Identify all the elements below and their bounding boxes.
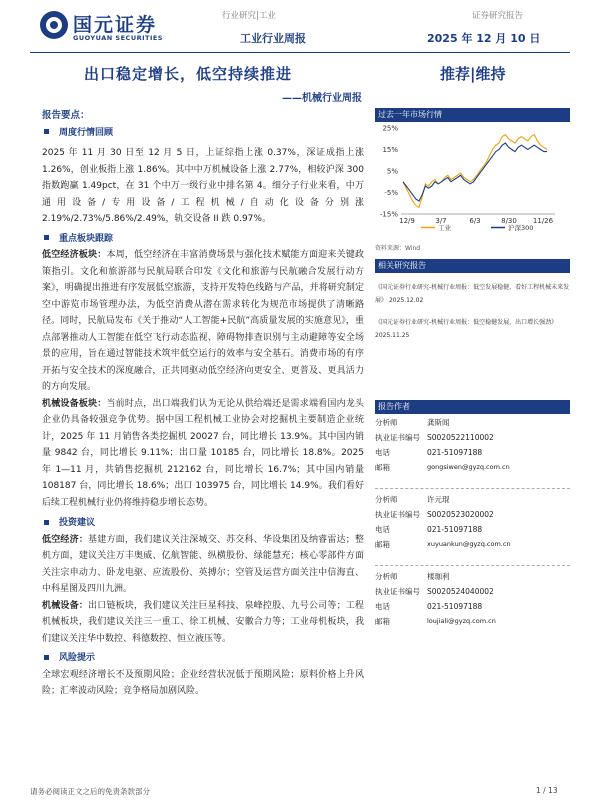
phone-row: 电话 021-51097188 xyxy=(375,448,483,457)
author-separator xyxy=(375,488,570,489)
sidebar xyxy=(375,108,570,629)
email-row[interactable]: 邮箱 xuyuankun@gyzq.com.cn xyxy=(375,540,511,549)
legend-label: 工业 xyxy=(438,224,451,232)
logo-text-en: GUOYUAN SECURITIES xyxy=(73,34,163,42)
report-type: 证券研究报告 xyxy=(472,11,524,21)
cert-row: 执业证书编号 S0020523020002 xyxy=(375,510,494,519)
series-line-2 xyxy=(403,143,547,201)
y-tick-label: -5% xyxy=(384,189,398,197)
email-row[interactable]: 邮箱 gongsiwen@gyzq.com.cn xyxy=(375,463,510,472)
summary-label: 报告要点： xyxy=(42,110,90,121)
cert-row: 执业证书编号 S0020524040002 xyxy=(375,587,494,596)
email-row[interactable]: 邮箱 loujiali@gyzq.com.cn xyxy=(375,617,496,626)
logo-text-cn: 国元证券 xyxy=(73,14,158,36)
cert-row: 执业证书编号 S0020522110002 xyxy=(375,433,494,442)
header-divider xyxy=(30,52,570,53)
investment-low-altitude-paragraph: 低空经济：基建方面，我们建议关注深城交、苏交科、华设集团及纳睿雷达；整机方面，建议关注万丰奥威、亿航智能、纵横股份、绿能慧充；核心零部件方面关注宗申动力、卧龙电驱、应流股份、英搏尔；空管及运营方面关注中信海直、中科星图及四川九洲。 xyxy=(42,534,364,594)
section-heading-weekly-review: 周度行情回顾 xyxy=(42,125,364,142)
y-tick-label: -15% xyxy=(379,210,398,219)
analyst-name-row: 分析师 龚斯闻 xyxy=(375,418,450,427)
report-date: 2025 年 12 月 10 日 xyxy=(427,32,541,45)
y-tick-label: 15% xyxy=(382,146,398,154)
authors-heading: 报告作者 xyxy=(375,400,570,414)
related-heading: 相关研究报告 xyxy=(375,259,570,273)
footer-disclaimer: 请务必阅读正文之后的免责条款部分 xyxy=(30,787,150,796)
bullet-icon xyxy=(44,129,49,134)
x-tick-label: 8/30 xyxy=(501,217,517,225)
bullet-icon xyxy=(44,520,49,525)
section-heading-risks: 风险提示 xyxy=(42,650,364,667)
page-number: 1 / 13 xyxy=(536,786,558,795)
phone-row: 电话 021-51097188 xyxy=(375,525,483,534)
bullet-icon xyxy=(44,655,49,660)
x-tick-label: 11/26 xyxy=(532,217,554,225)
author-block-1 xyxy=(375,415,570,475)
series-line-1 xyxy=(403,135,547,208)
machinery-paragraph: 机械设备板块：当前时点，出口端我们认为无论从供给端还是需求端看国内龙头企业仍具备较强竞争优势。据中国工程机械工业协会对挖掘机主要制造企业统计，2025 年 11 月销售各类挖掘机 20027 台，同比增长 13.9%。其中国内销量 9842 台，同比增长 9.11%；出口量 10185 台，同比增长 18.8%。2025 年 1—11 月，共销售挖掘机 212162 台，同比增长 16.7%；其中国内销量 108187 台，同比增长 18.6%；出口 103975 台，同比增长 14.9%。我们看好后续工程机械行业仍将维持稳步增长态势。 xyxy=(42,398,364,508)
section-heading-investment: 投资建议 xyxy=(42,515,364,532)
chart-source: 资料来源：Wind xyxy=(375,245,421,252)
risks-text: 全球宏观经济增长不及预期风险；企业经营状况低于预期风险；原料价格上升风险；汇率波动风险；竞争格局加剧风险。 xyxy=(42,669,364,696)
author-separator xyxy=(375,565,570,566)
bullet-icon xyxy=(44,235,49,240)
low-altitude-paragraph: 低空经济板块：本周，低空经济在丰富消费场景与强化技术赋能方面迎来关键政策指引。文化和旅游部与民航局联合印发《文化和旅游与民航融合发展行动方案》，明确提出推进有序发展低空旅游，支持开发特色线路与产品，并将研究制定空中游览市场管理办法，为低空消费从潜在需求转化为规范市场提供了清晰路径。同时，民航局发布《关于推动“人工智能+民航”高质量发展的实施意见》，重点部署推动人工智能在低空飞行动态监视、障碍物排查识别与主动避障等安全场景的应用，旨在通过智能技术筑牢低空运行的效率与安全基石。消费市场的有序开拓与安全技术的深度融合，正共同驱动低空经济向更安全、更普及、更具活力的方向发展。 xyxy=(42,250,364,392)
main-content xyxy=(42,108,364,700)
phone-row: 电话 021-51097188 xyxy=(375,602,483,611)
author-block-3 xyxy=(375,569,570,629)
investment-machinery-paragraph: 机械设备：出口链板块，我们建议关注巨星科技、泉峰控股、九号公司等；工程机械板块，我们建议关注三一重工、徐工机械、安徽合力等；工业母机板块，我们建议关注华中数控、科德数控、恒立液压等。 xyxy=(42,600,364,644)
related-item-1[interactable]: 《国元证券行业研究-机械行业周报：低空发展稳健，看好工程机械未来发展》 2025.12.02 xyxy=(375,284,570,304)
report-category: 行业研究|工业 xyxy=(222,11,276,21)
legend-label: 沪深300 xyxy=(508,224,534,232)
x-tick-label: 12/9 xyxy=(399,217,415,225)
rating: 推荐|维持 xyxy=(440,65,506,83)
y-tick-label: 25% xyxy=(382,124,398,133)
company-logo-icon xyxy=(40,11,68,39)
chart-heading: 过去一年市场行情 xyxy=(375,108,570,122)
report-name: 工业行业周报 xyxy=(240,32,306,45)
analyst-name-row: 分析师 楼珈利 xyxy=(375,572,450,581)
section-heading-key-tracking: 重点板块跟踪 xyxy=(42,231,364,248)
related-item-2[interactable]: 《国元证券行业研究-机械行业周报：低空稳健发展，出口增长强劲》 2025.11.25 xyxy=(375,319,558,339)
x-tick-label: 3/7 xyxy=(435,217,447,225)
report-subtitle: ——机械行业周报 xyxy=(282,93,362,104)
author-block-2 xyxy=(375,492,570,552)
analyst-name-row: 分析师 许元琨 xyxy=(375,495,450,504)
report-title: 出口稳定增长，低空持续推进 xyxy=(84,65,293,83)
y-tick-label: 5% xyxy=(386,167,398,176)
market-chart xyxy=(375,122,570,234)
x-tick-label: 6/3 xyxy=(469,217,481,225)
weekly-review-text: 2025 年 11 月 30 日至 12 月 5 日，上证综指上涨 0.37%，深证成指上涨 1.26%，创业板指上涨 1.86%。其中中万机械设备上涨 2.77%，相较沪深 300 指数跑赢 1.49pct，在 31 个中万一级行业中排名第 4。细分子行业来看，中万通用设备/专用设备/工程机械/自动化设备分别涨 2.19%/2.73%/5.86%/2.49%，轨交设备 II 跌 0.97%。 xyxy=(42,148,364,224)
